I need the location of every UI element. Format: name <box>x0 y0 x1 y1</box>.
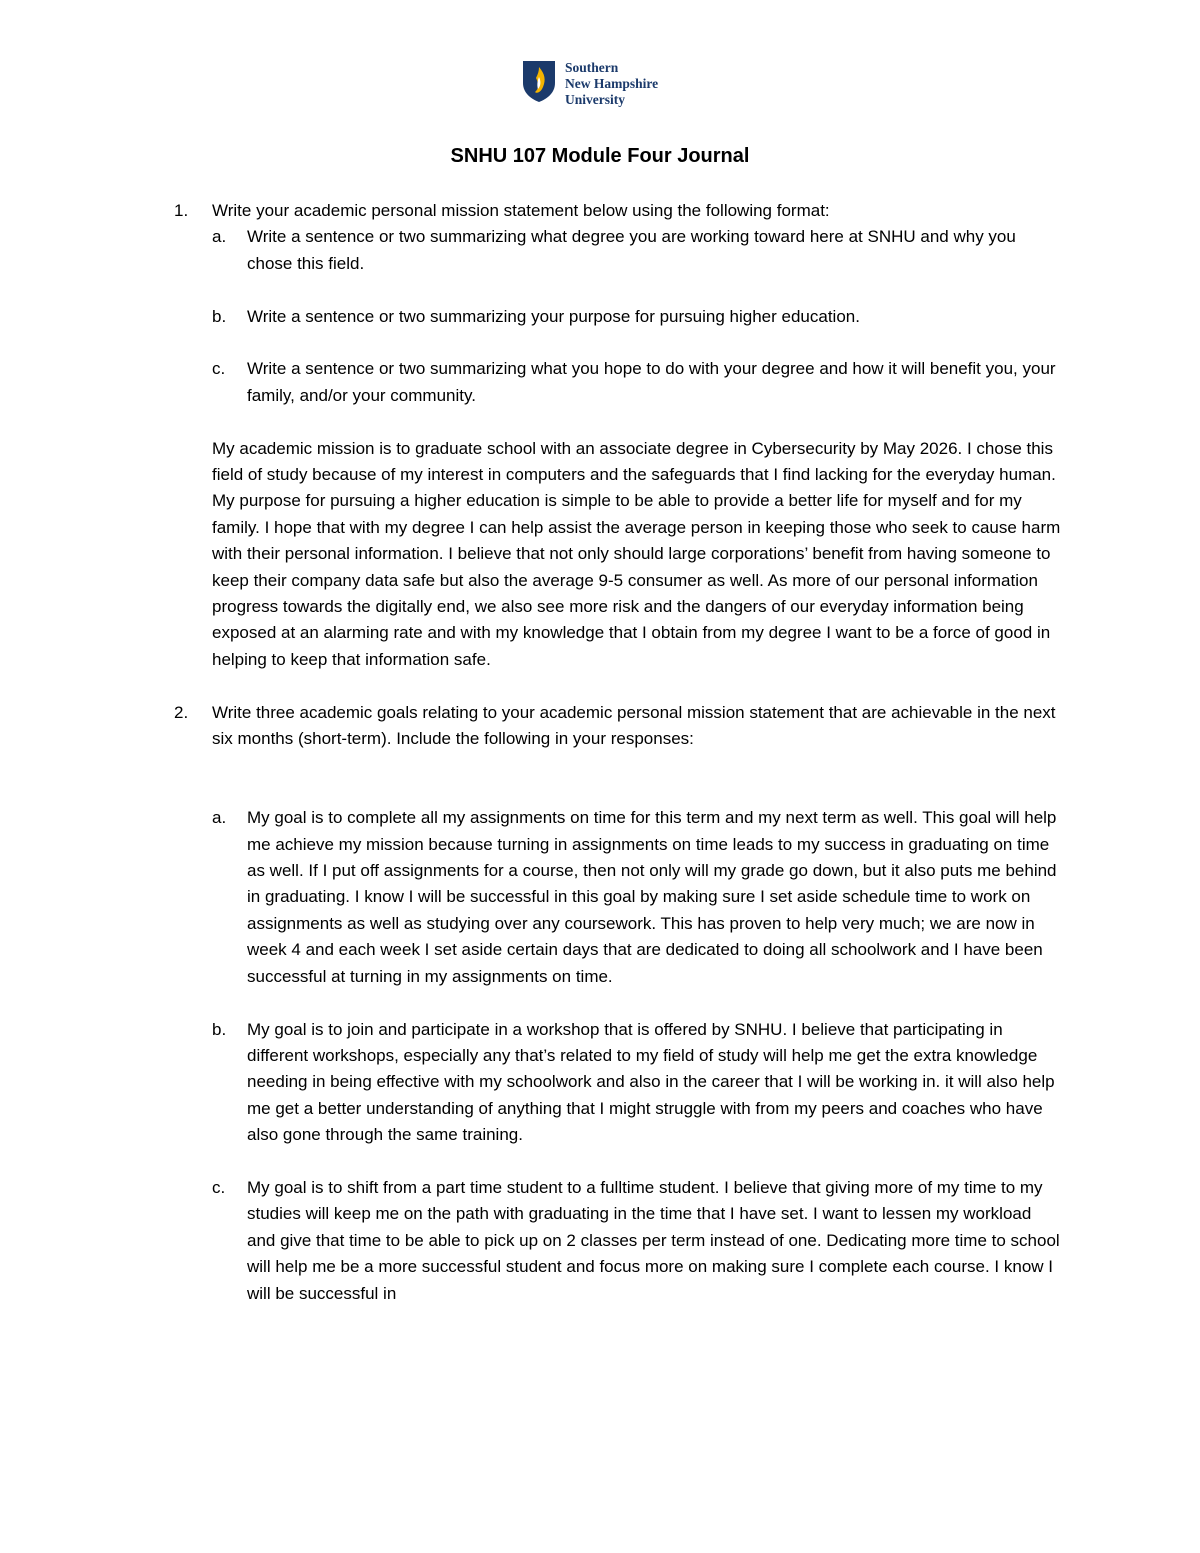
question-1-item-b <box>174 304 1064 330</box>
question-2 <box>174 700 1064 753</box>
item-text: Write a sentence or two summarizing what degree you are working toward here at SNHU and why you chose this field. <box>247 227 1016 273</box>
logo-line-1: Southern <box>565 60 619 75</box>
question-number: 2. <box>174 702 189 722</box>
item-text: My goal is to join and participate in a workshop that is offered by SNHU. I believe that participating in different workshops, especially any that’s related to my field of study will help me get the extra knowledge needing in being effective with my schoolwork and also in the career that I will be working in. it will also help me get a better understanding of anything that I might struggle with from my peers and coaches who have also gone through the same training. <box>247 1019 1055 1145</box>
question-text: Write your academic personal mission statement below using the following format: <box>212 201 830 220</box>
item-text: My goal is to complete all my assignments on time for this term and my next term as well. This goal will help me achieve my mission because turning in assignments on time leads to my success in graduating on time as well. If I put off assignments for a course, then not only will my grade go down, but it also puts me behind in graduating. I know I will be successful in this goal by making sure I set aside schedule time to work on assignments as well as studying over any coursework. This has proven to help very much; we are now in week 4 and each week I set aside certain days that are dedicated to doing all schoolwork and I have been successful at turning in my assignments on time. <box>247 808 1057 986</box>
logo-wordmark <box>565 60 658 108</box>
document-body <box>174 198 1064 1307</box>
item-letter: b. <box>212 1019 227 1039</box>
item-letter: b. <box>212 306 227 326</box>
page-title: SNHU 107 Module Four Journal <box>450 145 750 167</box>
question-number: 1. <box>174 201 189 220</box>
question-1-item-c <box>174 356 1064 409</box>
logo-line-3: University <box>565 92 625 107</box>
goal-item-a <box>174 805 1064 990</box>
item-letter: a. <box>212 227 227 247</box>
item-letter: c. <box>212 1177 226 1197</box>
mission-statement-answer: My academic mission is to graduate school with an associate degree in Cybersecurity by May 2026. I chose this field of study because of my interest in computers and the safeguards that I find lacking for the everyday human. My purpose for pursuing a higher education is simple to be able to provide a better life for myself and for my family. I hope that with my degree I can help assist the average person in keeping those who seek to cause harm with their personal information. I believe that not only should large corporations’ benefit from having someone to keep their company data safe but also the average 9-5 consumer as well. As more of our personal information progress towards the digitally end, we also see more risk and the dangers of our everyday information being exposed at an alarming rate and with my knowledge that I obtain from my degree I want to be a force of good in helping to keep that information safe. <box>212 438 1061 669</box>
flame-shield-icon <box>521 59 557 103</box>
goal-item-b <box>174 1017 1064 1149</box>
item-text: Write a sentence or two summarizing your purpose for pursuing higher education. <box>247 306 860 326</box>
item-letter: c. <box>212 359 226 379</box>
item-text: My goal is to shift from a part time student to a fulltime student. I believe that giving more of my time to my studies will keep me on the path with graduating in the time that I have set. I want to lessen my workload and give that time to be able to pick up on 2 classes per term instead of one. Dedicating more time to school will help me be a more successful student and focus more on making sure I complete each course. I know I will be successful in <box>247 1177 1060 1303</box>
question-1 <box>174 198 1064 224</box>
question-text: Write three academic goals relating to your academic personal mission statement that are achievable in the next six months (short-term). Include the following in your responses: <box>212 702 1056 749</box>
question-1-item-a <box>174 224 1064 277</box>
item-text: Write a sentence or two summarizing what you hope to do with your degree and how it will benefit you, your family, and/or your community. <box>247 359 1056 405</box>
goal-item-c <box>174 1175 1064 1307</box>
university-logo <box>521 59 691 109</box>
logo-line-2: New Hampshire <box>565 76 659 91</box>
item-letter: a. <box>212 808 227 828</box>
